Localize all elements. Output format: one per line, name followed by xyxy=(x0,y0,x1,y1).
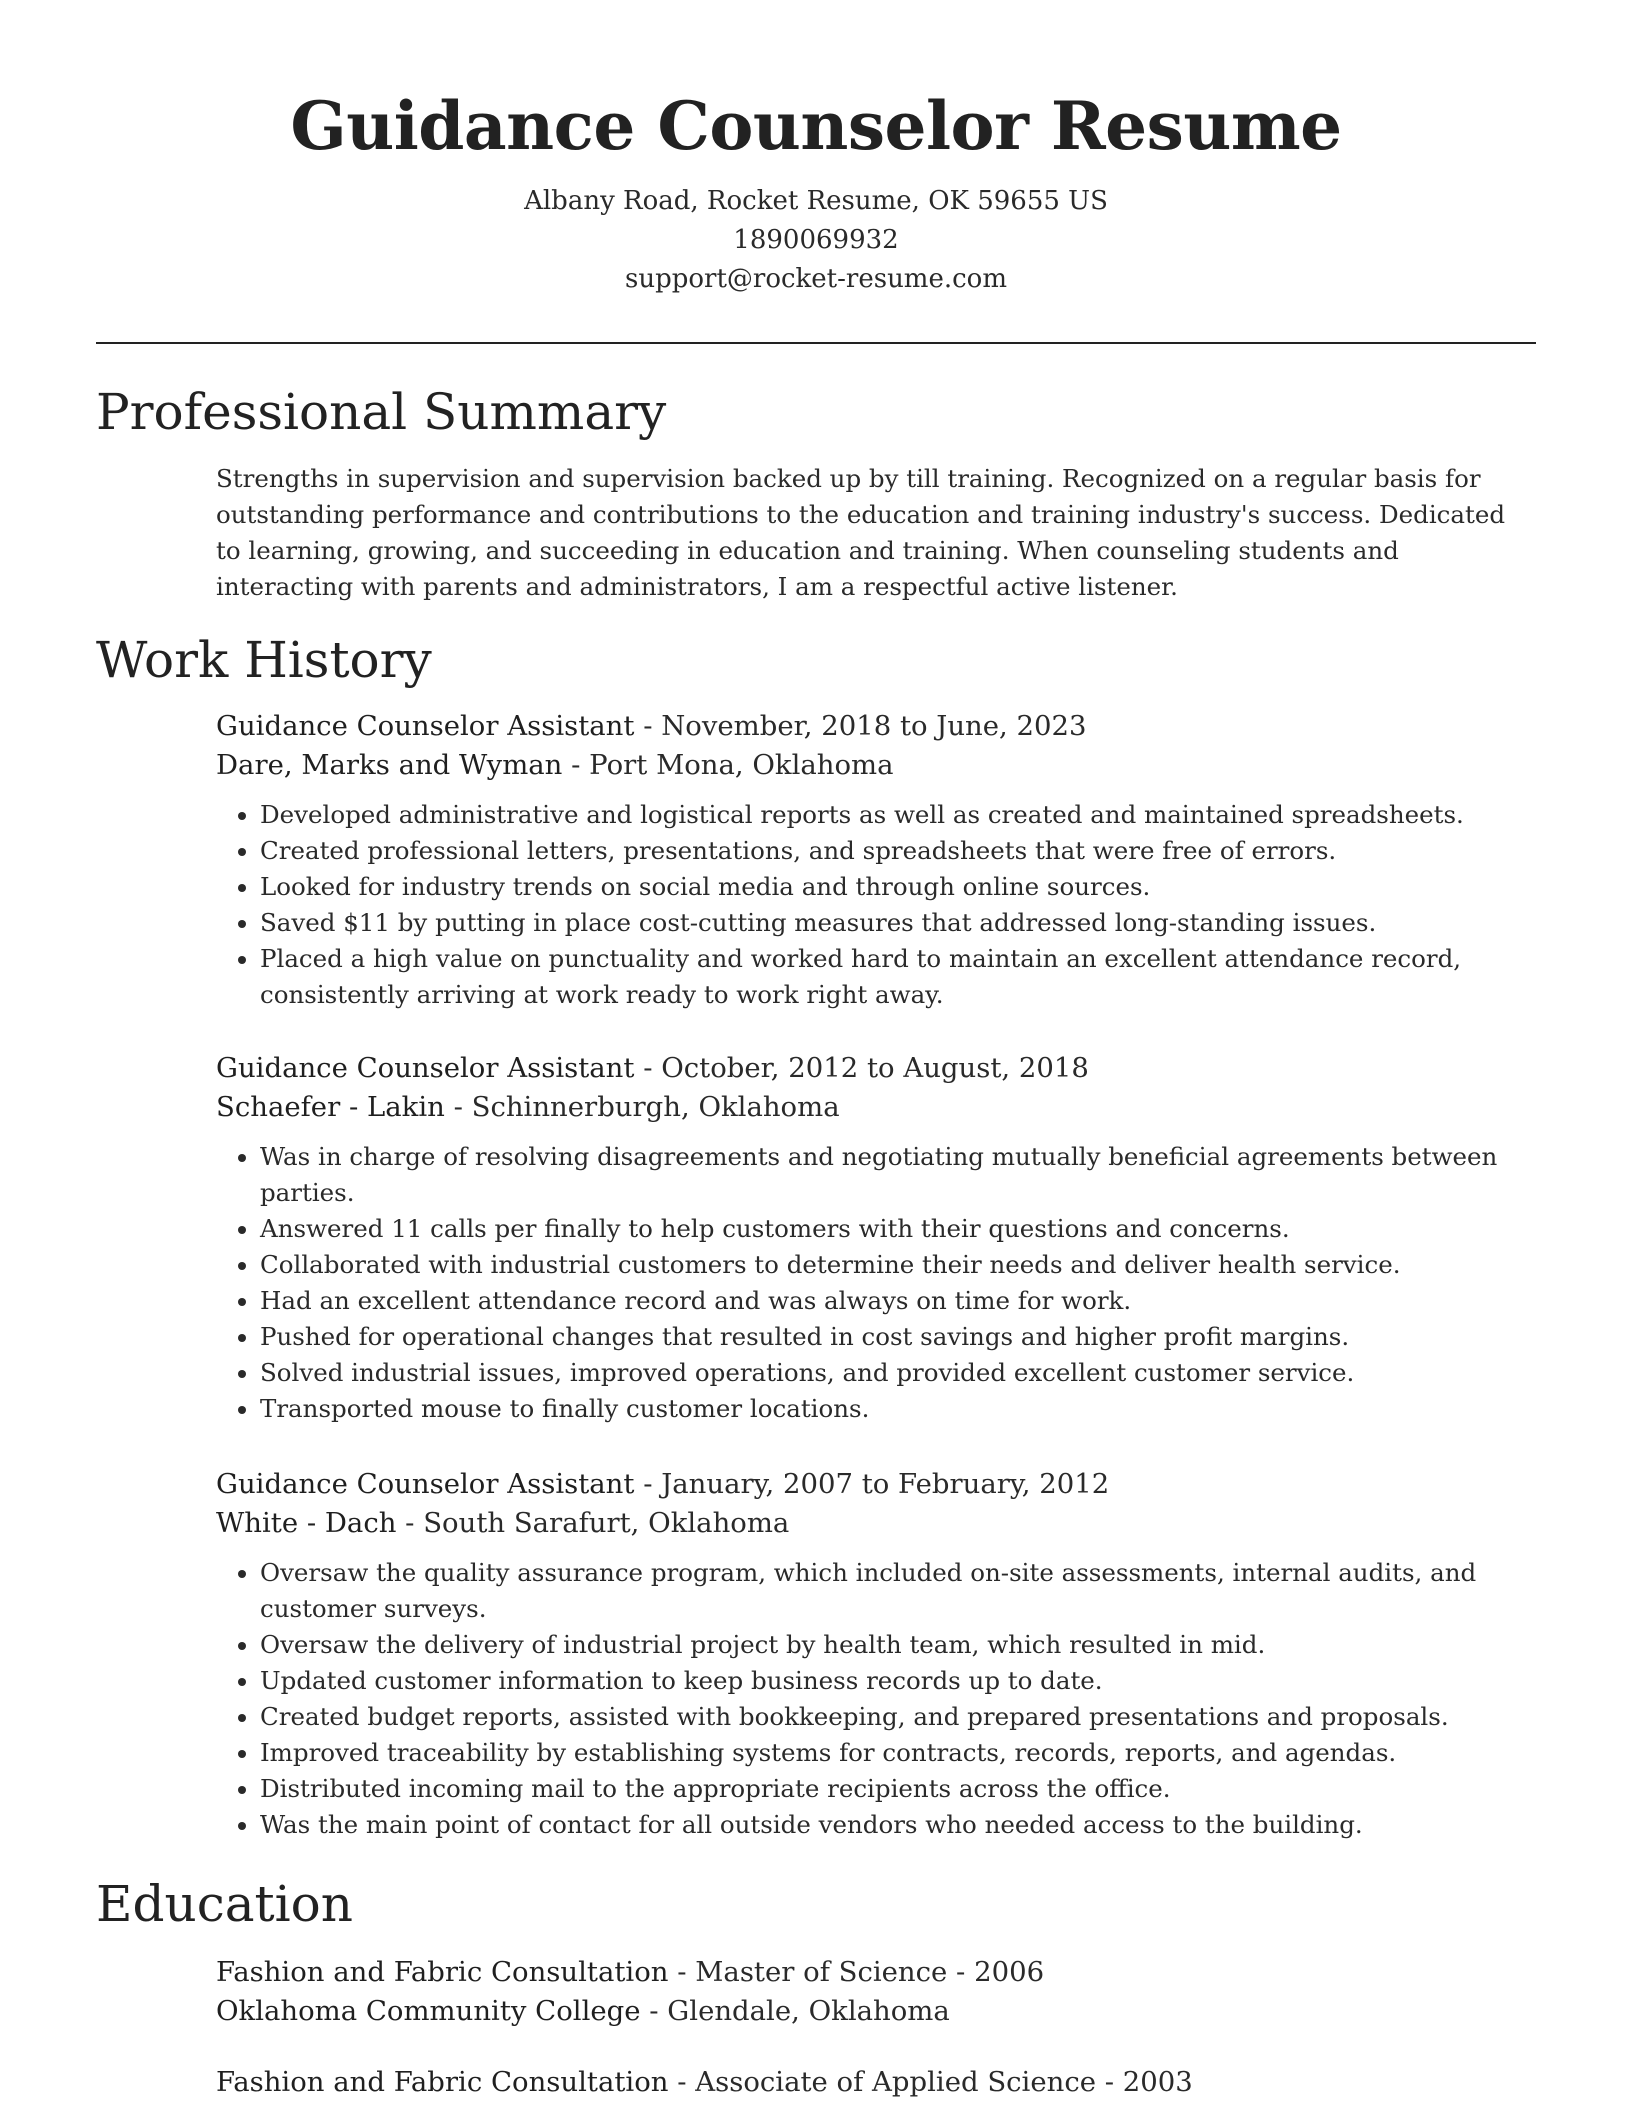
job-title-line xyxy=(216,1465,1536,1504)
list-item: • Oversaw the quality assurance program, which included on-site assessments, internal audits, and customer surveys. xyxy=(260,1555,1536,1627)
list-item: • Was the main point of contact for all outside vendors who needed access to the building. xyxy=(260,1807,1536,1843)
job-company: Dare, Marks and Wyman xyxy=(216,749,563,781)
resume-title: Guidance Counselor Resume xyxy=(290,87,1342,165)
job-bullets xyxy=(216,1139,1536,1427)
education-degree: - Associate of Applied Science - 2003 xyxy=(668,2066,1193,2098)
education-location: - Glendale, Oklahoma xyxy=(640,1995,950,2027)
job-role: Guidance Counselor Assistant xyxy=(216,1468,635,1500)
job-bullets xyxy=(216,1555,1536,1843)
list-item: • Placed a high value on punctuality and worked hard to maintain an excellent attendance record, consistently arriving at work ready to work right away. xyxy=(260,941,1536,1013)
work-history-heading: Work History xyxy=(96,631,432,689)
job-role: Guidance Counselor Assistant xyxy=(216,1052,635,1084)
resume-header xyxy=(96,86,1536,299)
job-company-line xyxy=(216,1088,1536,1127)
job-entry xyxy=(216,707,1536,1013)
summary-text: Strengths in supervision and supervision backed up by till training. Recognized on a regular basis for outstanding performance and contributions to the education and training industry's success. Dedicated to learning, growing, and succeeding in education and training. When counseling students and interacting with parents and administrators, I am a respectful active listener. xyxy=(216,464,1506,601)
list-item: • Solved industrial issues, improved operations, and provided excellent customer service. xyxy=(260,1355,1536,1391)
job-company: White - Dach xyxy=(216,1507,397,1539)
education-field: Fashion and Fabric Consultation xyxy=(216,1956,669,1988)
list-item: • Transported mouse to finally customer locations. xyxy=(260,1391,1536,1427)
list-item: • Improved traceability by establishing systems for contracts, records, reports, and agendas. xyxy=(260,1735,1536,1771)
contact-block xyxy=(96,182,1536,299)
education-heading: Education xyxy=(96,1875,353,1933)
job-dates: - October, 2012 to August, 2018 xyxy=(634,1052,1089,1084)
job-role: Guidance Counselor Assistant xyxy=(216,710,635,742)
education-degree: - Master of Science - 2006 xyxy=(668,1956,1045,1988)
job-title-line xyxy=(216,1049,1536,1088)
list-item: • Collaborated with industrial customers to determine their needs and deliver health service. xyxy=(260,1247,1536,1283)
header-divider xyxy=(96,342,1536,344)
job-company: Schaefer - Lakin xyxy=(216,1091,445,1123)
education-degree-line xyxy=(216,1953,1536,1992)
list-item: • Answered 11 calls per finally to help customers with their questions and concerns. xyxy=(260,1211,1536,1247)
education-entry xyxy=(216,1953,1536,2031)
list-item: • Created budget reports, assisted with bookkeeping, and prepared presentations and proposals. xyxy=(260,1699,1536,1735)
job-entry xyxy=(216,1049,1536,1427)
education-field: Fashion and Fabric Consultation xyxy=(216,2066,669,2098)
phone: 1890069932 xyxy=(733,225,899,255)
education-school: Oklahoma Community College xyxy=(216,1995,641,2027)
job-bullets xyxy=(216,797,1536,1013)
job-location: - South Sarafurt, Oklahoma xyxy=(396,1507,790,1539)
job-dates: - January, 2007 to February, 2012 xyxy=(634,1468,1110,1500)
job-location: - Schinnerburgh, Oklahoma xyxy=(444,1091,840,1123)
education-school-line xyxy=(216,1992,1536,2031)
list-item: • Developed administrative and logistical reports as well as created and maintained spreadsheets. xyxy=(260,797,1536,833)
job-entry xyxy=(216,1465,1536,1843)
list-item: • Updated customer information to keep business records up to date. xyxy=(260,1663,1536,1699)
address: Albany Road, Rocket Resume, OK 59655 US xyxy=(524,186,1108,216)
job-dates: - November, 2018 to June, 2023 xyxy=(634,710,1087,742)
list-item: • Created professional letters, presentations, and spreadsheets that were free of errors. xyxy=(260,833,1536,869)
list-item: • Oversaw the delivery of industrial project by health team, which resulted in mid. xyxy=(260,1627,1536,1663)
list-item: • Saved $11 by putting in place cost-cutting measures that addressed long-standing issues. xyxy=(260,905,1536,941)
job-company-line xyxy=(216,1504,1536,1543)
summary-heading: Professional Summary xyxy=(96,383,667,441)
education-entry xyxy=(216,2063,1536,2102)
list-item: • Was in charge of resolving disagreements and negotiating mutually beneficial agreements between parties. xyxy=(260,1139,1536,1211)
list-item: • Distributed incoming mail to the appropriate recipients across the office. xyxy=(260,1771,1536,1807)
list-item: • Had an excellent attendance record and was always on time for work. xyxy=(260,1283,1536,1319)
education-degree-line xyxy=(216,2063,1536,2102)
list-item: • Looked for industry trends on social media and through online sources. xyxy=(260,869,1536,905)
job-title-line xyxy=(216,707,1536,746)
job-company-line xyxy=(216,746,1536,785)
summary-section xyxy=(216,461,1536,605)
job-location: - Port Mona, Oklahoma xyxy=(562,749,894,781)
list-item: • Pushed for operational changes that resulted in cost savings and higher profit margins. xyxy=(260,1319,1536,1355)
email: support@rocket-resume.com xyxy=(624,264,1007,294)
